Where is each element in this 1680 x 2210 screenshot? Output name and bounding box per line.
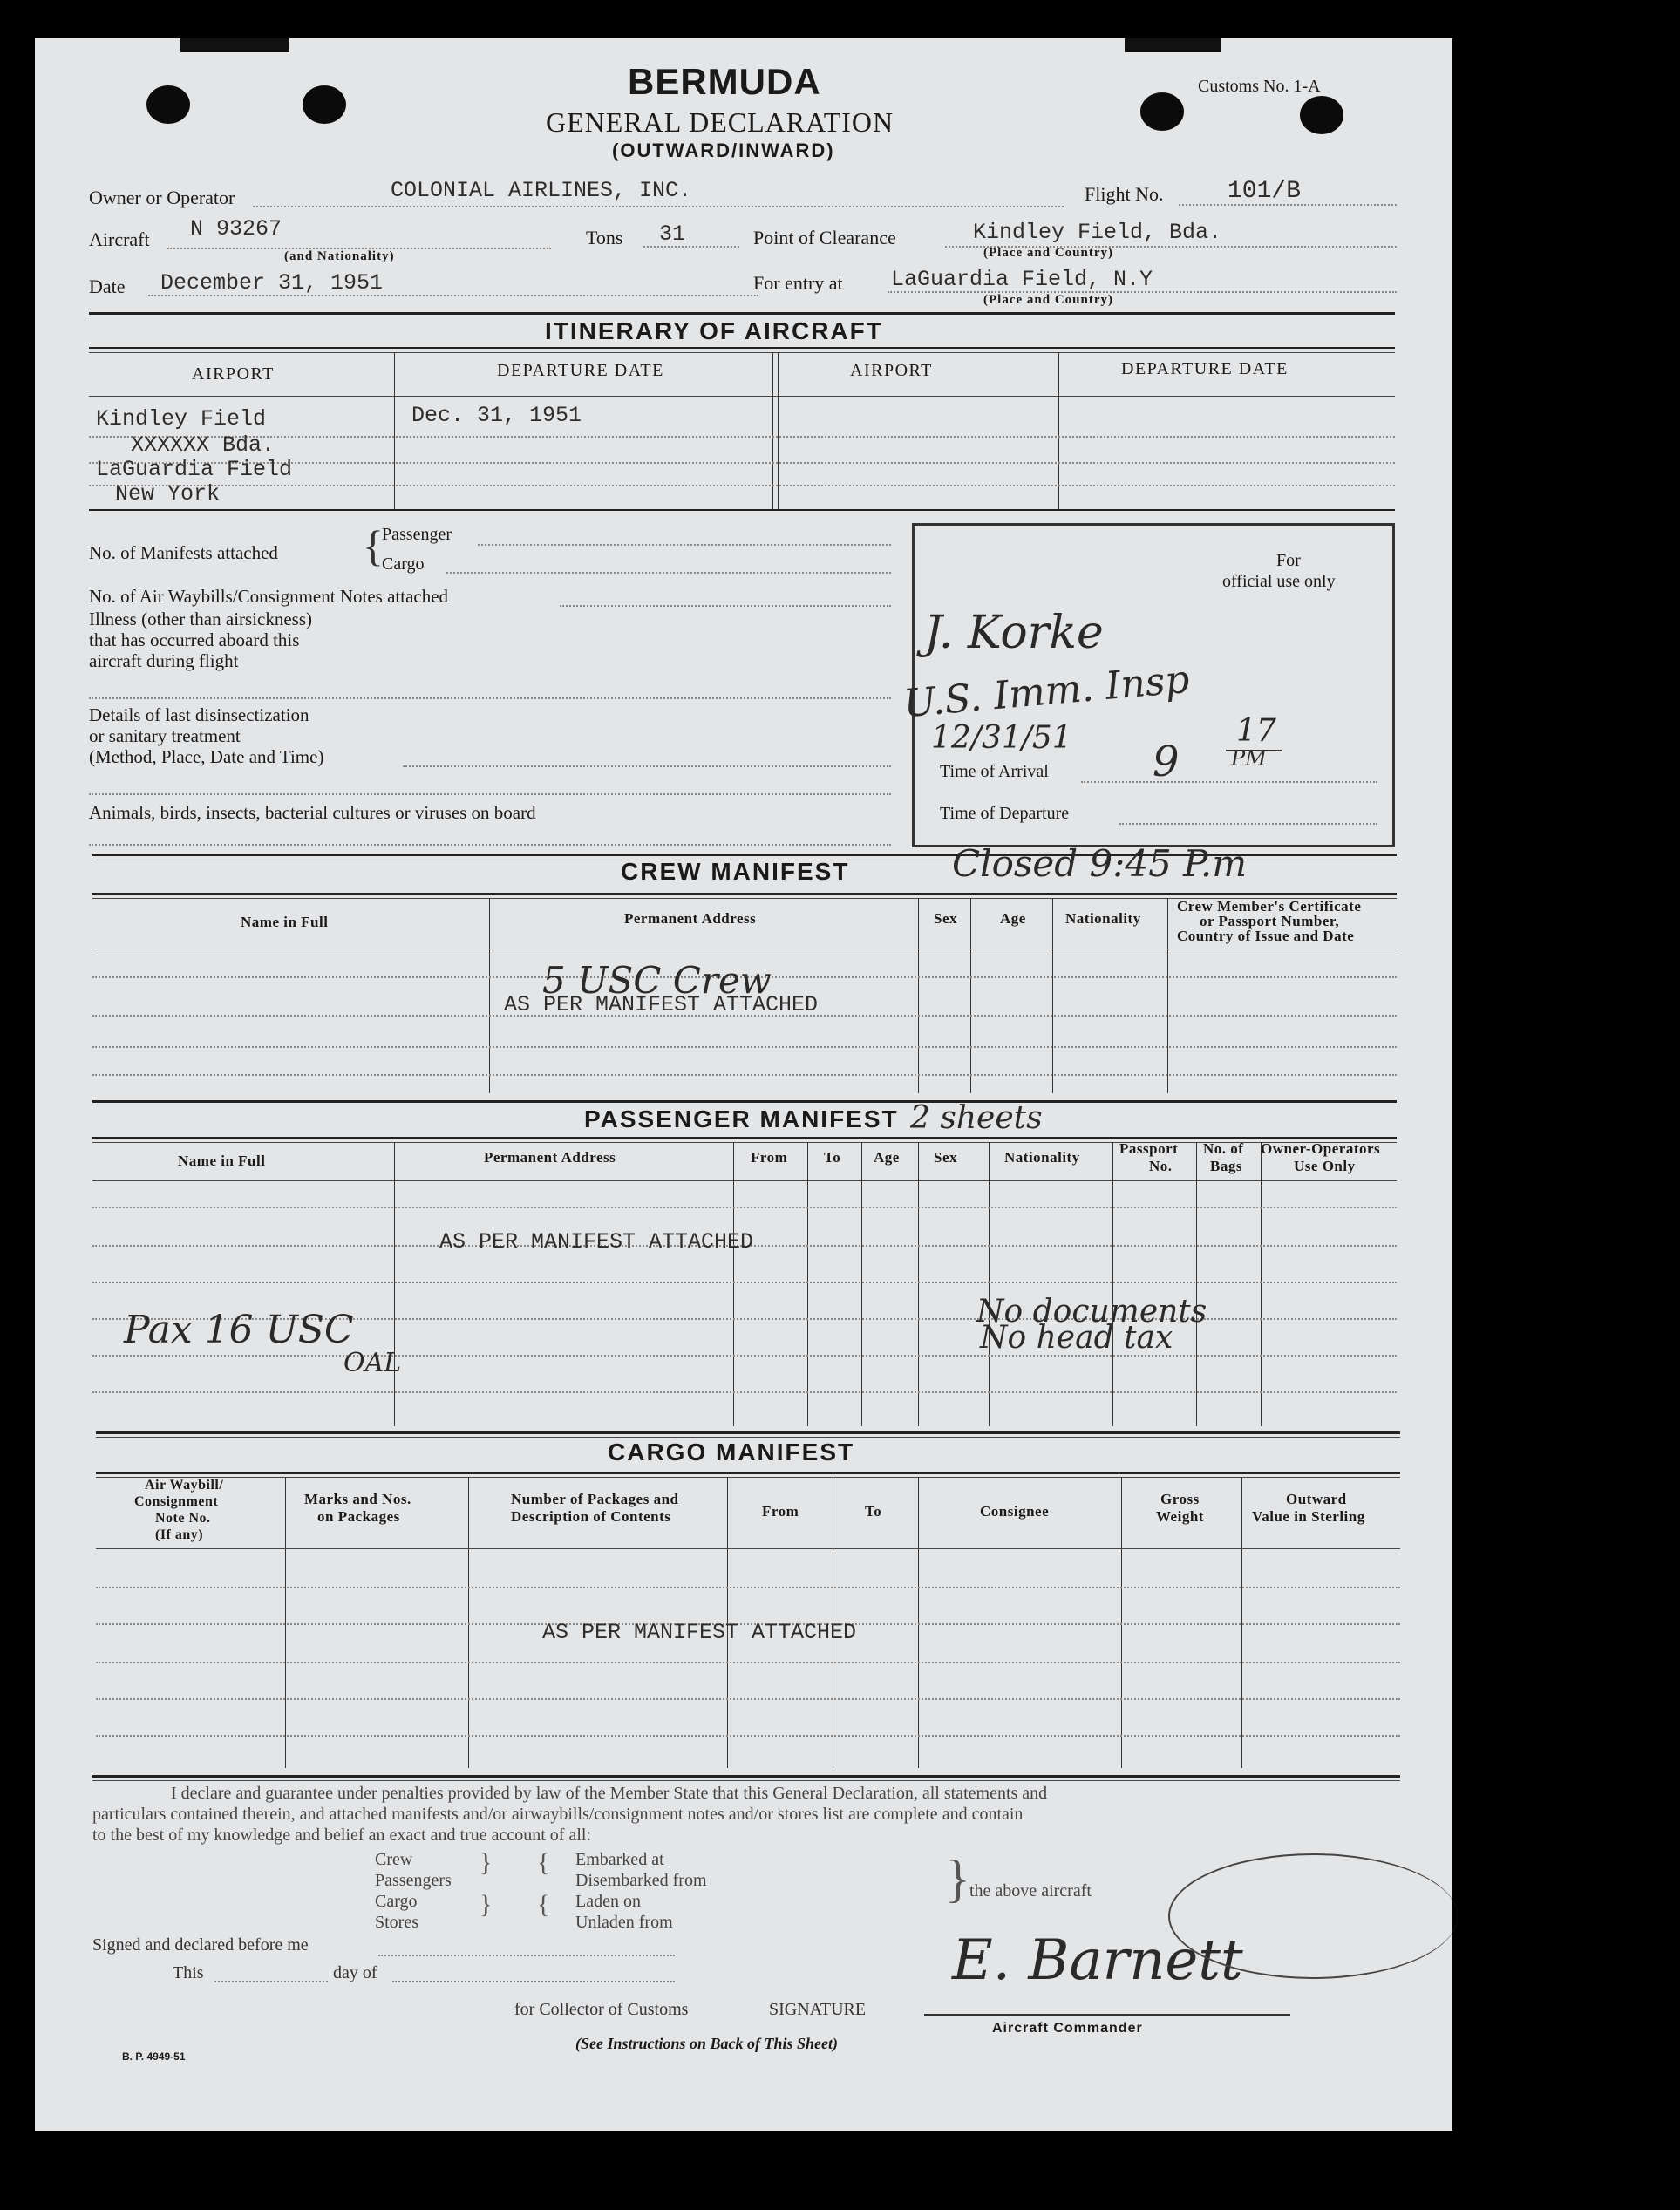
passenger-col-age: Age: [874, 1149, 900, 1166]
passenger-col-from: From: [751, 1149, 788, 1166]
punch-hole: [1140, 92, 1184, 131]
passenger-tax-note: No head tax: [980, 1320, 1173, 1356]
inspector-title: U.S. Imm. Insp: [901, 656, 1192, 727]
official-use-label: official use only: [1222, 572, 1336, 591]
itinerary-col-departure: DEPARTURE DATE: [497, 361, 664, 380]
declaration-cargo: Cargo: [375, 1892, 418, 1911]
disinsect-line-2: or sanitary treatment: [89, 725, 241, 746]
cargo-typed-note: AS PER MANIFEST ATTACHED: [542, 1620, 857, 1645]
cargo-col-value-2: Value in Sterling: [1252, 1508, 1365, 1525]
illness-line-3: aircraft during flight: [89, 650, 239, 671]
signature-label: SIGNATURE: [769, 2000, 867, 2019]
cargo-col-waybill-4: (If any): [155, 1527, 204, 1542]
itinerary-title: ITINERARY OF AIRCRAFT: [545, 317, 883, 344]
cargo-col-from: From: [762, 1503, 799, 1520]
itinerary-col-airport: AIRPORT: [192, 364, 275, 384]
passenger-col-address: Permanent Address: [484, 1149, 616, 1166]
illness-line-2: that has occurred aboard this: [89, 629, 300, 650]
arrival-time-pm: PM: [1231, 746, 1267, 771]
cargo-col-packages-1: Number of Packages and: [511, 1491, 679, 1507]
crew-col-certificate-3: Country of Issue and Date: [1177, 928, 1355, 944]
date-value: December 31, 1951: [160, 270, 384, 296]
this-label: This: [173, 1963, 204, 1982]
cargo-col-marks-1: Marks and Nos.: [304, 1491, 411, 1507]
animals-label: Animals, birds, insects, bacterial cultures or viruses on board: [89, 802, 536, 823]
declaration-line-2: particulars contained therein, and attached manifests and/or airwaybills/consignment notes and/or stores list are complete and contain: [92, 1805, 1024, 1824]
cargo-col-packages-2: Description of Contents: [511, 1508, 671, 1525]
passenger-col-nationality: Nationality: [1004, 1149, 1080, 1166]
inspector-signature: J. Korke: [924, 607, 1104, 659]
passenger-count-note: Pax 16 USC: [124, 1308, 354, 1352]
day-label: day of: [333, 1963, 377, 1982]
collector-label: for Collector of Customs: [514, 2000, 689, 2019]
declaration-line-1: I declare and guarantee under penalties provided by law of the Member State that this General Declaration, all statements and: [171, 1784, 1048, 1803]
waybills-label: No. of Air Waybills/Consignment Notes attached: [89, 586, 449, 607]
declaration-line-3: to the best of my knowledge and belief an exact and true account of all:: [92, 1826, 592, 1845]
form-subtitle: (OUTWARD/INWARD): [612, 139, 835, 161]
crew-col-certificate-2: or Passport Number,: [1200, 913, 1340, 929]
itinerary-departure-value: Dec. 31, 1951: [411, 403, 582, 428]
declaration-stores: Stores: [375, 1913, 418, 1932]
signed-label: Signed and declared before me: [92, 1935, 309, 1955]
form-title: GENERAL DECLARATION: [546, 106, 894, 138]
crew-col-sex: Sex: [934, 910, 957, 927]
cargo-col-waybill-1: Air Waybill/: [145, 1478, 224, 1493]
form-number: B. P. 4949-51: [122, 2050, 186, 2063]
cargo-col-waybill-2: Consignment: [134, 1494, 219, 1509]
flight-value: 101/B: [1228, 178, 1302, 205]
tons-label: Tons: [586, 227, 623, 248]
flight-label: Flight No.: [1085, 183, 1164, 205]
departure-label: Time of Departure: [940, 804, 1070, 823]
cargo-col-value-1: Outward: [1286, 1491, 1347, 1507]
manifests-cargo: Cargo: [382, 554, 425, 574]
manifests-passenger: Passenger: [382, 525, 452, 544]
crew-col-certificate-1: Crew Member's Certificate: [1177, 898, 1362, 915]
tons-value: 31: [659, 221, 686, 247]
itinerary-airport-line-1: Kindley Field: [96, 406, 267, 432]
cargo-col-gross-1: Gross: [1160, 1491, 1200, 1507]
itinerary-airport-line-3: LaGuardia Field: [96, 457, 293, 482]
arrival-time-hour: 9: [1153, 738, 1180, 786]
crew-col-nationality: Nationality: [1065, 910, 1141, 927]
cargo-title: CARGO MANIFEST: [608, 1438, 855, 1465]
instructions-note: (See Instructions on Back of This Sheet): [575, 2035, 839, 2052]
cargo-col-to: To: [865, 1503, 882, 1520]
declaration-laden: Laden on: [575, 1892, 641, 1911]
entry-label: For entry at: [753, 272, 843, 294]
itinerary-airport-line-4: New York: [115, 481, 221, 507]
clearance-label: Point of Clearance: [753, 227, 896, 248]
official-date-note: 12/31/51: [931, 720, 1072, 756]
passenger-sheets-note: 2 sheets: [910, 1100, 1043, 1136]
passenger-col-bags-1: No. of: [1203, 1140, 1244, 1157]
commander-label: Aircraft Commander: [992, 2021, 1143, 2036]
passenger-col-name: Name in Full: [178, 1153, 266, 1169]
owner-label: Owner or Operator: [89, 187, 235, 208]
entry-place-note: (Place and Country): [983, 293, 1113, 307]
disinsect-line-1: Details of last disinsectization: [89, 704, 309, 725]
date-label: Date: [89, 275, 126, 297]
crew-title: CREW MANIFEST: [621, 858, 850, 885]
declaration-above-aircraft: the above aircraft: [969, 1881, 1092, 1901]
cargo-col-gross-2: Weight: [1156, 1508, 1204, 1525]
passenger-col-sex: Sex: [934, 1149, 957, 1166]
top-clip-right: [1125, 38, 1221, 52]
crew-col-name: Name in Full: [241, 914, 329, 930]
official-for-label: For: [1276, 551, 1301, 570]
passenger-col-to: To: [824, 1149, 841, 1166]
declaration-disembarked: Disembarked from: [575, 1871, 707, 1890]
arrival-time-minute: 17: [1236, 713, 1276, 749]
commander-signature: E. Barnett: [952, 1928, 1243, 1993]
aircraft-label: Aircraft: [89, 228, 150, 250]
aircraft-value: N 93267: [190, 216, 282, 241]
declaration-unladen: Unladen from: [575, 1913, 673, 1932]
clearance-value: Kindley Field, Bda.: [973, 220, 1222, 245]
passenger-title: PASSENGER MANIFEST: [584, 1105, 899, 1132]
passenger-docs-note: No documents: [976, 1294, 1207, 1329]
cargo-col-consignee: Consignee: [980, 1503, 1050, 1520]
declaration-crew: Crew: [375, 1850, 413, 1869]
passenger-col-passport-2: No.: [1149, 1158, 1173, 1174]
manifests-label: No. of Manifests attached: [89, 542, 278, 563]
passenger-oal-note: OAL: [343, 1348, 402, 1378]
declaration-passengers: Passengers: [375, 1871, 452, 1890]
nationality-note: (and Nationality): [284, 249, 395, 263]
passenger-col-owner-1: Owner-Operators: [1261, 1140, 1381, 1157]
crew-typed-note: AS PER MANIFEST ATTACHED: [504, 992, 819, 1017]
crew-col-address: Permanent Address: [624, 910, 757, 927]
itinerary-col-airport-2: AIRPORT: [850, 361, 933, 380]
declaration-embarked: Embarked at: [575, 1850, 664, 1869]
closed-note: Closed 9:45 P.m: [952, 842, 1248, 885]
top-clip-left: [180, 38, 289, 52]
illness-line-1: Illness (other than airsickness): [89, 609, 313, 629]
punch-hole: [303, 85, 346, 124]
itinerary-col-departure-2: DEPARTURE DATE: [1121, 359, 1289, 378]
crew-col-age: Age: [1000, 910, 1026, 927]
punch-hole: [146, 85, 190, 124]
customs-number: Customs No. 1-A: [1198, 77, 1321, 96]
punch-hole: [1300, 96, 1343, 134]
passenger-col-passport-1: Passport: [1119, 1140, 1179, 1157]
cargo-col-waybill-3: Note No.: [155, 1511, 211, 1526]
owner-value: COLONIAL AIRLINES, INC.: [391, 178, 692, 203]
passenger-col-owner-2: Use Only: [1294, 1158, 1356, 1174]
crew-handwritten-note: 5 USC Crew: [542, 959, 772, 1002]
passenger-typed-note: AS PER MANIFEST ATTACHED: [439, 1229, 754, 1255]
country-title: BERMUDA: [628, 61, 821, 102]
entry-value: LaGuardia Field, N.Y: [891, 267, 1153, 292]
arrival-label: Time of Arrival: [940, 762, 1049, 781]
passenger-col-bags-2: Bags: [1210, 1158, 1242, 1174]
disinsect-line-3: (Method, Place, Date and Time): [89, 746, 324, 767]
clearance-place-note: (Place and Country): [983, 246, 1113, 260]
itinerary-airport-line-2: XXXXXX Bda.: [131, 432, 275, 458]
cargo-col-marks-2: on Packages: [317, 1508, 400, 1525]
